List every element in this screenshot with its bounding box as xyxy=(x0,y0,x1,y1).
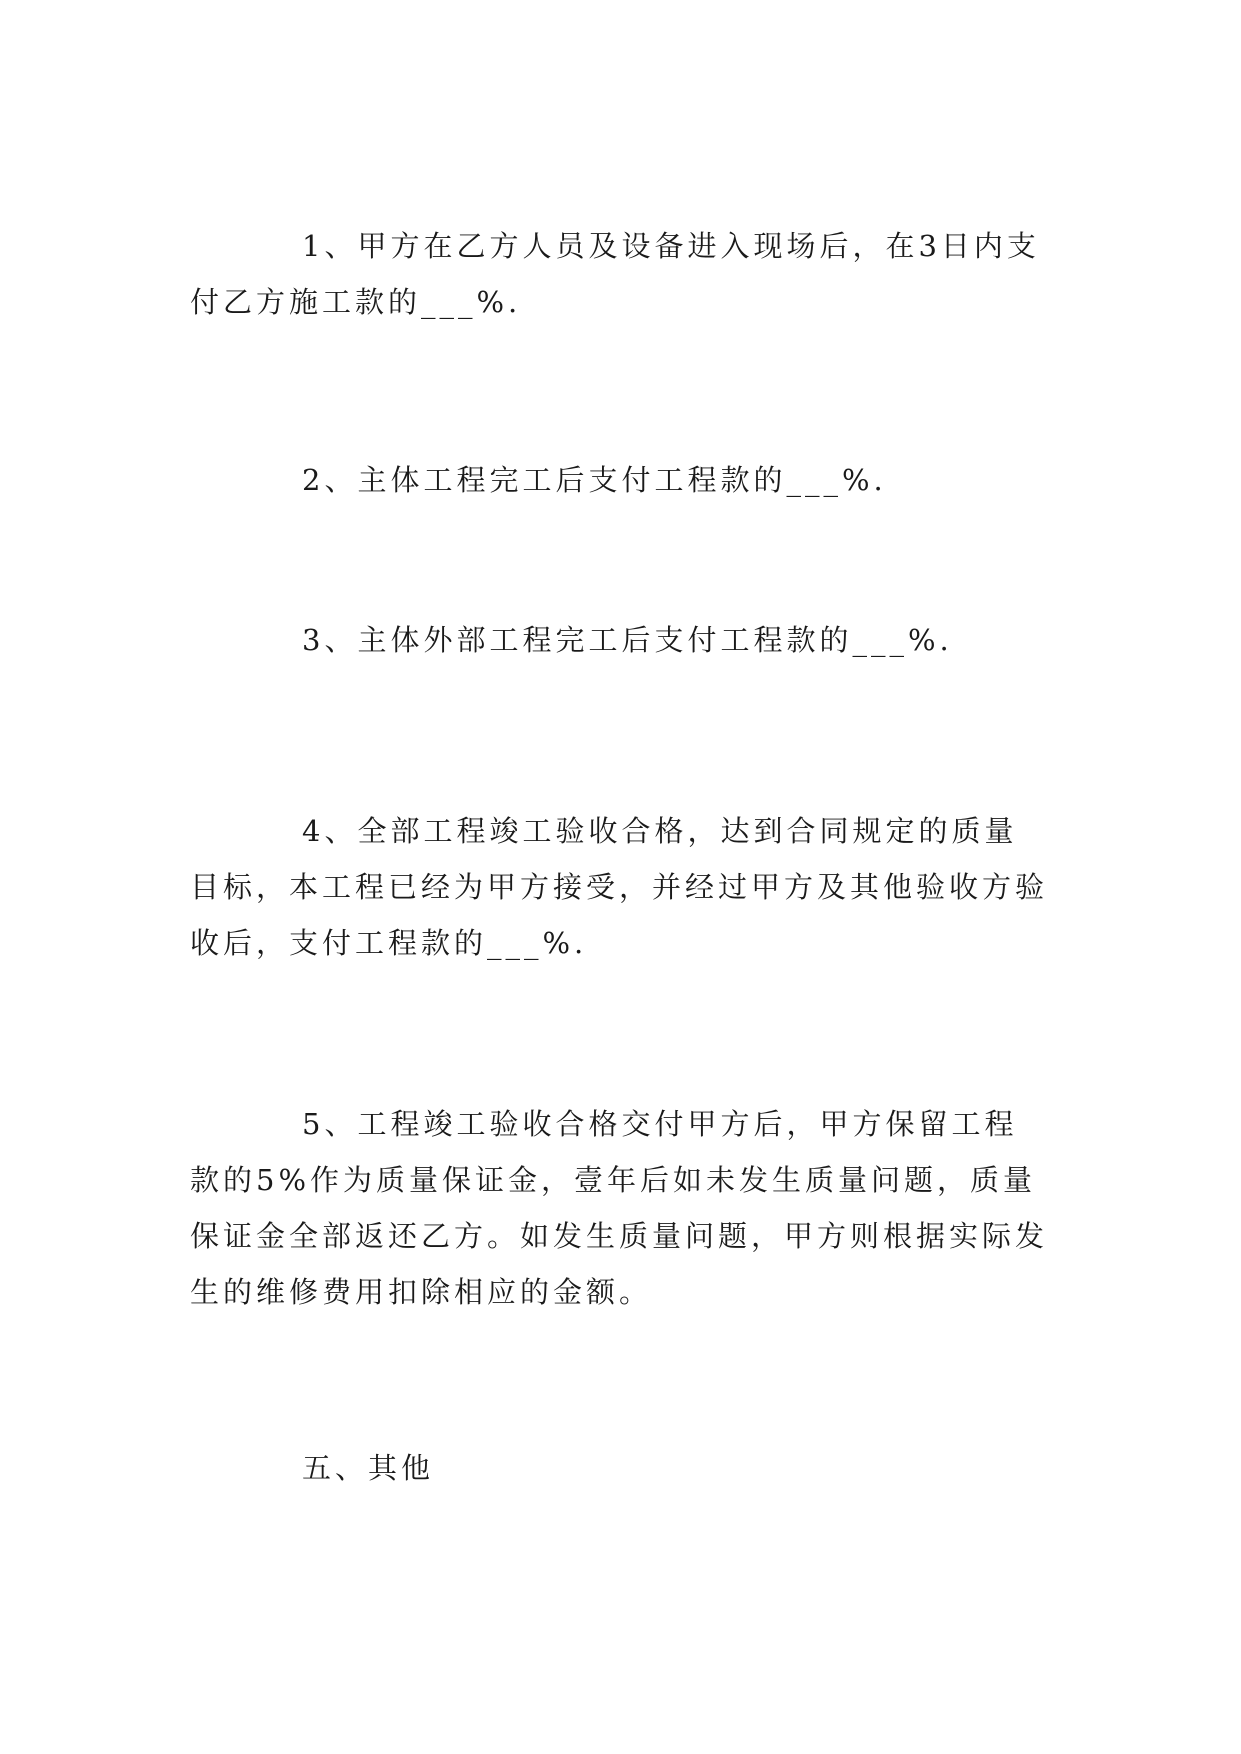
section-heading-other: 五、其他 xyxy=(302,1451,435,1485)
payment-clause-5: 5、工程竣工验收合格交付甲方后，甲方保留工程款的5%作为质量保证金，壹年后如未发生质量问题，质量保证金全部返还乙方。如发生质量问题，甲方则根据实际发生的维修费用扣除相应的金额。 xyxy=(190,1107,1049,1309)
payment-clause-3: 3、主体外部工程完工后支付工程款的___%. xyxy=(302,623,953,657)
payment-clause-4: 4、全部工程竣工验收合格，达到合同规定的质量目标，本工程已经为甲方接受，并经过甲方及其他验收方验收后，支付工程款的___%. xyxy=(190,814,1049,960)
payment-clause-2: 2、主体工程完工后支付工程款的___%. xyxy=(302,463,887,497)
payment-clause-1: 1、甲方在乙方人员及设备进入现场后，在3日内支付乙方施工款的___%. xyxy=(190,229,1040,319)
